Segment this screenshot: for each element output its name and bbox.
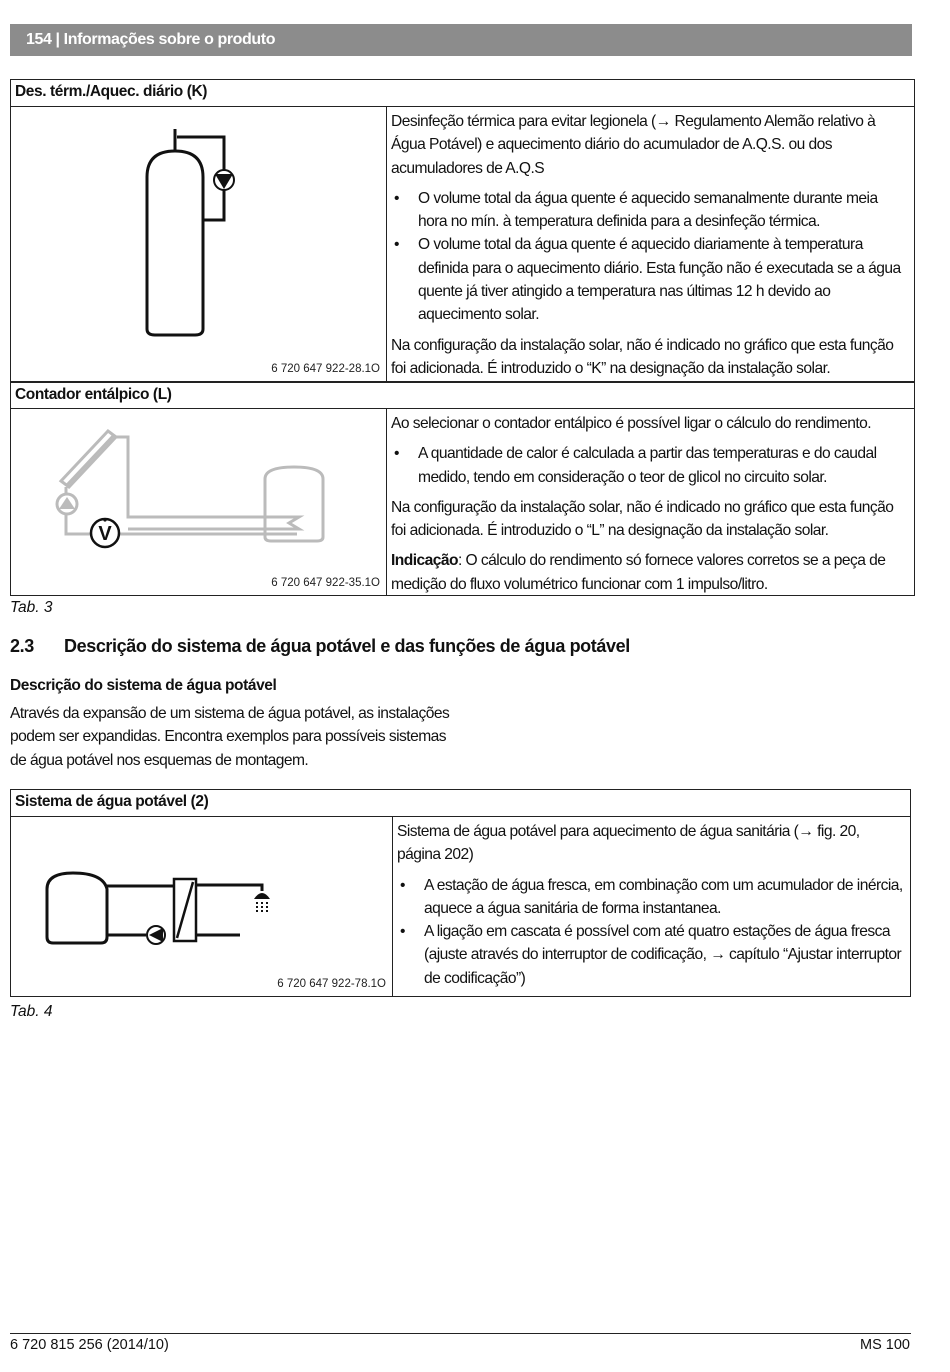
solar-collector-diagram-icon (11, 409, 387, 595)
table-row (11, 817, 910, 996)
fresh-water-station-diagram-icon (11, 817, 393, 996)
list-item: • A quantidade de calor é calculada a partir das temperaturas e do caudal medido, tendo em consideração o teor de glicol no circuito solar. (391, 442, 910, 489)
hint-label: Indicação (391, 552, 458, 570)
table-caption: Tab. 3 (10, 599, 53, 616)
table-row-title: Des. térm./Aquec. diário (K) (11, 80, 914, 107)
intro-text: Sistema de água potável para aquecimento de água sanitária (→ fig. 20, página 202) (397, 823, 860, 864)
section-heading (10, 636, 630, 657)
table-row (11, 409, 914, 595)
heat-meter-diagram (11, 409, 387, 595)
fresh-water-diagram (11, 817, 393, 996)
intro-text: Ao selecionar o contador entálpico é possível ligar o cálculo do rendimento. (391, 415, 872, 432)
table-3 (10, 79, 915, 596)
subheading: Descrição do sistema de água potável (10, 677, 277, 694)
section-title: Descrição do sistema de água potável e das funções de água potável (64, 636, 630, 656)
hint-body: : O cálculo do rendimento só fornece valores corretos se a peça de medição do fluxo volumétrico funcionar com 1 impulso/litro. (391, 552, 886, 593)
list-item: • O volume total da água quente é aquecido diariamente à temperatura definida para o aquecimento diário. Esta função não é executada se a água quente já tiver atingido a temperatura nas últimas 12 h devido ao aquecimento solar. (391, 233, 910, 326)
table-row-title: Contador entálpico (L) (11, 382, 914, 409)
figure-code: 6 720 647 922-35.1O (271, 577, 380, 589)
figure-code: 6 720 647 922-78.1O (277, 978, 386, 990)
table-row-title: Sistema de água potável (2) (11, 790, 910, 817)
description (393, 817, 910, 996)
figure-code: 6 720 647 922-28.1O (271, 363, 380, 375)
table-4 (10, 789, 911, 997)
footer-doc-number: 6 720 815 256 (2014/10) (10, 1337, 169, 1353)
table-row (11, 107, 914, 382)
table-caption: Tab. 4 (10, 1003, 53, 1020)
footer-divider (10, 1333, 911, 1334)
note-text: Na configuração da instalação solar, não é indicado no gráfico que esta função foi adicionada. É introduzido o “L” na designação da instalação solar. (391, 498, 894, 540)
description (387, 107, 914, 381)
list-item: • A estação de água fresca, em combinação com um acumulador de inércia, aquece a água sanitária de forma instantanea. (397, 874, 906, 921)
section-number: 2.3 (10, 636, 34, 656)
intro-text: Desinfeção térmica para evitar legionela (→ Regulamento Alemão relativo à Água Potável) e aquecimento diário do acumulador de A.Q.S. ou dos acumuladores de A.Q.S (391, 113, 876, 177)
section-paragraph: Através da expansão de um sistema de água potável, as instalações podem ser expandidas. Encontra exemplos para possíveis sistemas de água potável nos esquemas de montagem. (10, 705, 450, 769)
description (387, 409, 914, 595)
list-item: • O volume total da água quente é aquecido semanalmente durante meia hora no mín. à temperatura definida para a desinfeção térmica. (391, 187, 910, 234)
disinfection-diagram (11, 107, 387, 381)
list-item: • A ligação em cascata é possível com até quatro estações de água fresca (ajuste através do interruptor de codificação, → capítulo “Ajustar interruptor de codificação”) (397, 920, 906, 990)
note-text: Na configuração da instalação solar, não é indicado no gráfico que esta função foi adicionada. É introduzido o “K” na designação da instalação solar. (391, 336, 894, 377)
footer-product: MS 100 (860, 1337, 910, 1353)
hint-text (391, 549, 910, 596)
page-header: 154 | Informações sobre o produto (10, 24, 912, 56)
tank-pump-diagram-icon (11, 107, 387, 382)
svg-text:V: V (98, 523, 112, 545)
